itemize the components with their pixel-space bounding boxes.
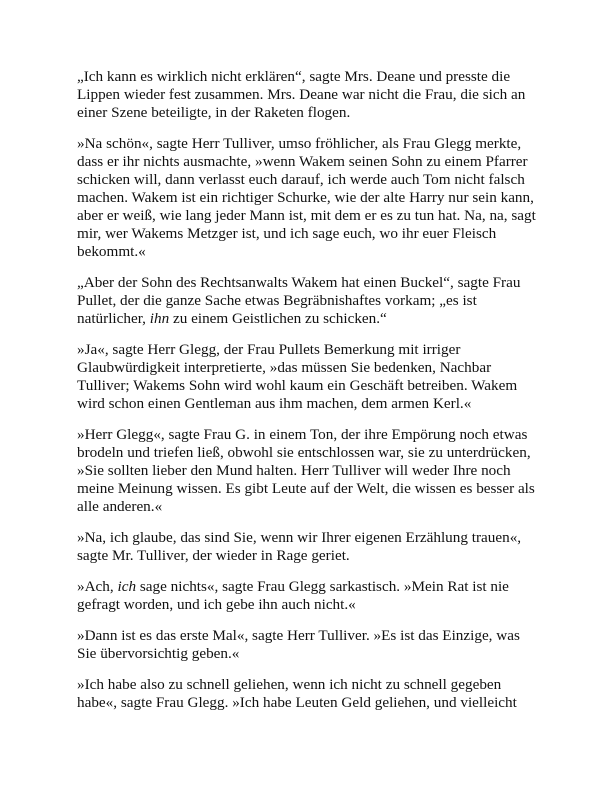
paragraph-text: »Ich habe also zu schnell geliehen, wenn ich nicht zu schnell gegeben habe«, sagte Frau Glegg. »Ich habe Leuten Geld geliehen, und vielleicht	[77, 676, 517, 711]
paragraph-4	[77, 341, 537, 413]
paragraph-text: »Na, ich glaube, das sind Sie, wenn wir Ihrer eigenen Erzählung trauen«, sagte Mr. Tulliver, der wieder in Rage geriet.	[77, 529, 522, 564]
paragraph-text: »Ja«, sagte Herr Glegg, der Frau Pullets Bemerkung mit irriger Glaubwürdigkeit interpretierte, »das müssen Sie bedenken, Nachbar Tulliver; Wakems Sohn wird wohl kaum ein Geschäft betreiben. Wakem wird schon einen Gentleman aus ihm machen, dem armen Kerl.«	[77, 341, 518, 412]
paragraph-3	[77, 274, 537, 328]
paragraph-8	[77, 627, 537, 663]
paragraph-1	[77, 68, 537, 122]
paragraph-text: sage nichts«, sagte Frau Glegg sarkastisch. »Mein Rat ist nie gefragt worden, und ich gebe ihn auch nicht.«	[77, 578, 509, 613]
paragraph-text: »Dann ist es das erste Mal«, sagte Herr Tulliver. »Es ist das Einzige, was Sie übervorsichtig geben.«	[77, 627, 520, 662]
paragraph-text: »Herr Glegg«, sagte Frau G. in einem Ton, der ihre Empörung noch etwas brodeln und triefen ließ, obwohl sie entschlossen war, sie zu unterdrücken, »Sie sollten lieber den Mund halten. Herr Tulliver will weder Ihre noch meine Meinung wissen. Es gibt Leute auf der Welt, die wissen es besser als alle anderen.«	[77, 426, 535, 515]
paragraph-text: „Aber der Sohn des Rechtsanwalts Wakem hat einen Buckel“, sagte Frau Pullet, der die ganze Sache etwas Begräbnishaftes vorkam; „es ist natürlicher,	[77, 274, 521, 327]
paragraph-9	[77, 676, 537, 712]
paragraph-text: »Na schön«, sagte Herr Tulliver, umso fröhlicher, als Frau Glegg merkte, dass er ihr nichts ausmachte, »wenn Wakem seinen Sohn zu einem Pfarrer schicken will, dann verlasst euch darauf, ich werde auch Tom nicht falsch machen. Wakem ist ein richtiger Schurke, wie der alte Harry nur sein kann, aber er weiß, wie lang jeder Mann ist, mit dem er es zu tun hat. Na, na, sagt mir, wer Wakems Metzger ist, und ich sage euch, wo ihr euer Fleisch bekommt.«	[77, 135, 536, 260]
paragraph-7	[77, 578, 537, 614]
paragraph-text: »Ach,	[77, 578, 118, 595]
emphasis-text: ihn	[149, 310, 170, 327]
paragraph-6	[77, 529, 537, 565]
emphasis-text: ich	[117, 578, 137, 595]
paragraph-text: zu einem Geistlichen zu schicken.“	[169, 310, 387, 327]
paragraph-2	[77, 135, 537, 261]
paragraph-text: „Ich kann es wirklich nicht erklären“, sagte Mrs. Deane und presste die Lippen wieder fest zusammen. Mrs. Deane war nicht die Frau, die sich an einer Szene beteiligte, in der Raketen flogen.	[77, 68, 526, 121]
paragraph-5	[77, 426, 537, 516]
document-page	[77, 68, 537, 725]
